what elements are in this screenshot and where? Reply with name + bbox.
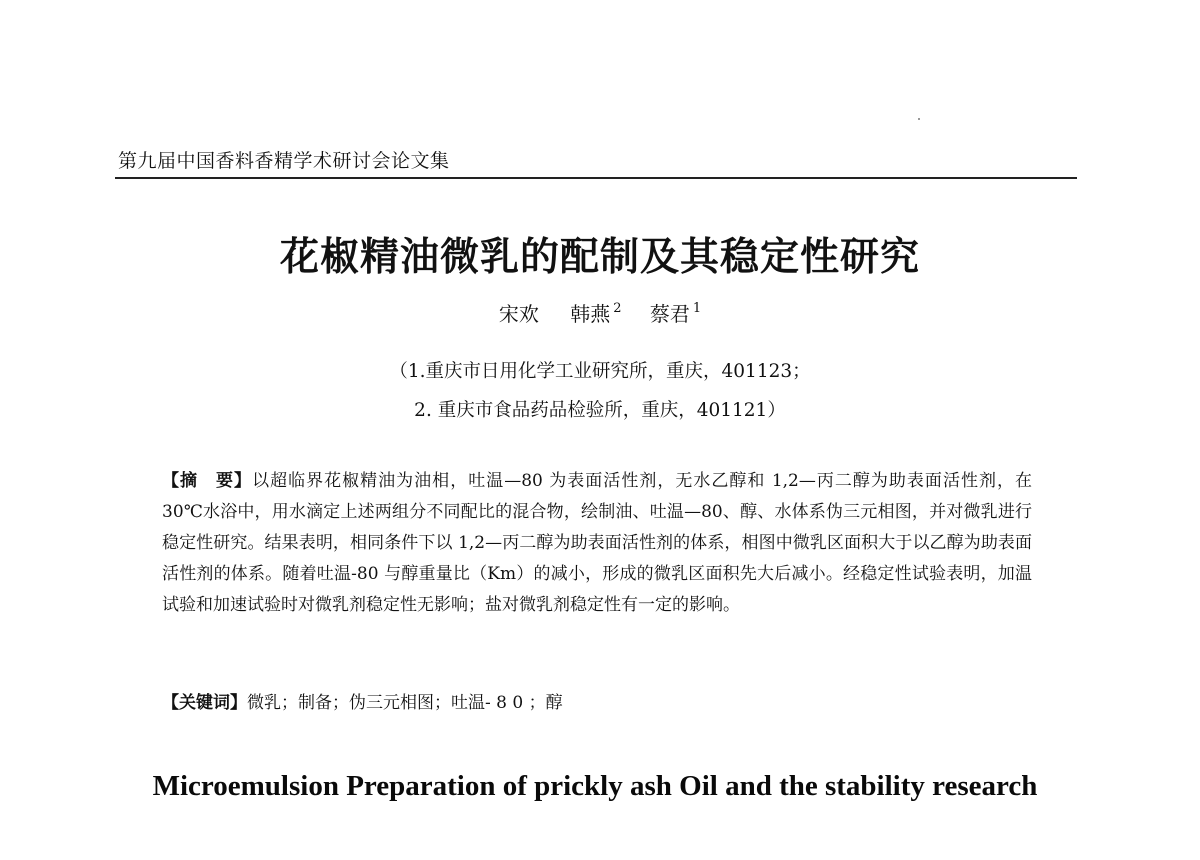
paper-title: 花椒精油微乳的配制及其稳定性研究 <box>279 235 920 280</box>
author-name: 宋欢 <box>498 302 539 326</box>
author-2 <box>570 298 621 327</box>
keywords <box>162 688 1032 719</box>
scan-speck <box>918 118 920 120</box>
abstract-text: 以超临界花椒精油为油相，吐温—80 为表面活性剂，无水乙醇和 1,2—丙二醇为助表面活性剂，在 30℃水浴中，用水滴定上述两组分不同配比的混合物，绘制油、吐温—80、醇、水体系伪三元相图，并对微乳进行稳定性研究。结果表明，相同条件下以 1,2—丙二醇为助表面活性剂的体系，相图中微乳区面积大于以乙醇为助表面活性剂的体系。随着吐温-80 与醇重量比（Km）的减小，形成的微乳区面积先大后减小。经稳定性试验表明，加温试验和加速试验时对微乳剂稳定性无影响；盐对微乳剂稳定性有一定的影响。 <box>162 471 1032 615</box>
author-affil-mark: 1 <box>692 301 702 316</box>
author-name: 蔡君 <box>649 302 690 326</box>
header-rule <box>115 177 1077 179</box>
keywords-text: 微乳；制备；伪三元相图；吐温- 8 0 ；醇 <box>247 693 563 713</box>
english-title: Microemulsion Preparation of prickly ash Oil and the stability research <box>152 770 1038 802</box>
affiliation-1: （1.重庆市日用化学工业研究所，重庆，401123； <box>389 361 811 382</box>
abstract-label: 【摘 要】 <box>162 471 253 491</box>
author-name: 韩燕 <box>570 302 611 326</box>
author-1 <box>499 298 542 327</box>
author-3 <box>650 298 701 327</box>
running-header: 第九届中国香料香精学术研讨会论文集 <box>118 150 450 172</box>
author-affil-mark: 2 <box>613 301 622 316</box>
affiliation-2: 2. 重庆市食品药品检验所，重庆，401121） <box>414 400 786 421</box>
author-list <box>0 298 1200 327</box>
abstract <box>162 466 1032 621</box>
keywords-label: 【关键词】 <box>162 693 247 713</box>
